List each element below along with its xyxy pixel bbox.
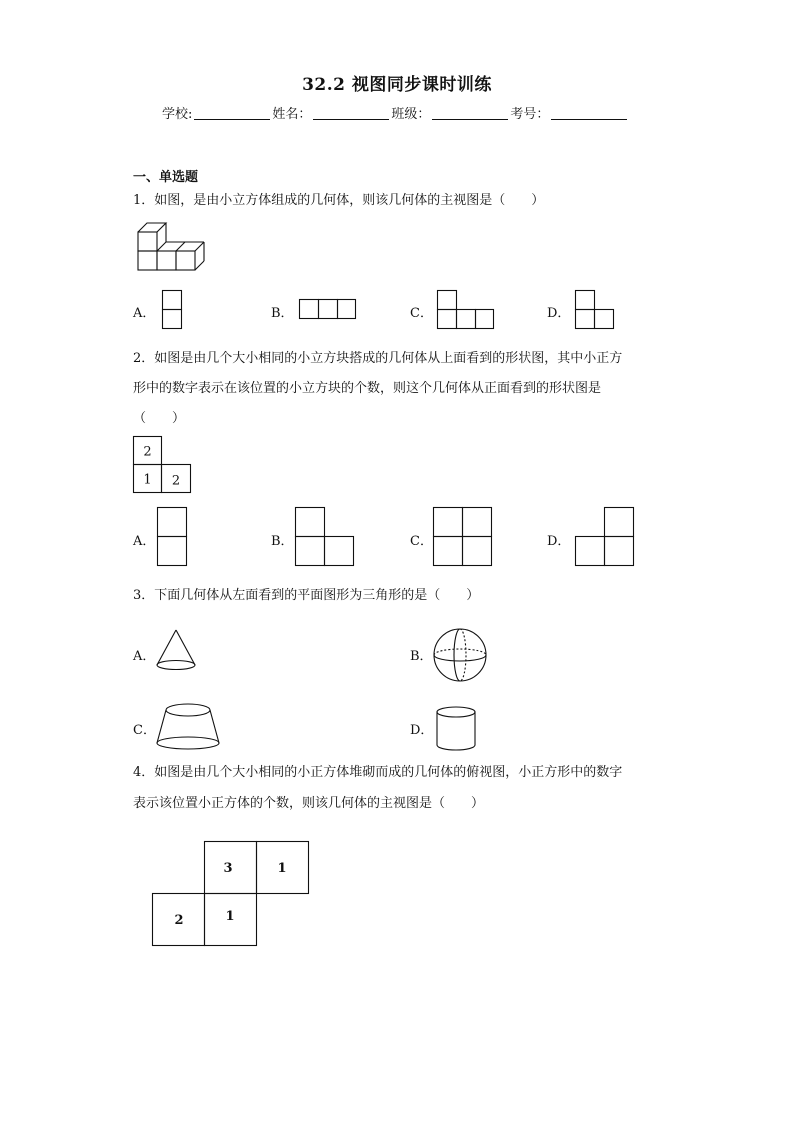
student-info-line bbox=[162, 103, 629, 122]
q1-option-c-label[interactable]: C． bbox=[410, 306, 433, 321]
name-label: 姓名： bbox=[272, 107, 312, 122]
q2-option-c-label[interactable]: C． bbox=[410, 534, 433, 549]
school-label: 学校: bbox=[162, 107, 193, 122]
q1-option-c-figure[interactable] bbox=[437, 290, 495, 330]
question-2-top-view-grid bbox=[133, 436, 193, 496]
q2-option-a-figure[interactable] bbox=[157, 507, 188, 567]
page-title: 32.2 视图同步课时训练 bbox=[302, 75, 492, 95]
q2-option-d-figure[interactable] bbox=[575, 507, 636, 567]
q1-option-b-label[interactable]: B． bbox=[271, 306, 294, 321]
q2-option-d-label[interactable]: D． bbox=[547, 534, 571, 549]
q3-option-d-cylinder-figure[interactable] bbox=[436, 706, 478, 752]
q2-option-b-label[interactable]: B． bbox=[271, 534, 294, 549]
q3-option-c-label[interactable]: C． bbox=[133, 723, 156, 738]
class-blank[interactable] bbox=[432, 106, 508, 120]
q1-option-d-label[interactable]: D． bbox=[547, 306, 571, 321]
q3-option-a-label[interactable]: A． bbox=[133, 649, 156, 664]
q1-option-b-figure[interactable] bbox=[299, 299, 357, 320]
exam-no-label: 考号： bbox=[510, 107, 550, 122]
question-3-text: 3．下面几何体从左面看到的平面图形为三角形的是（ ） bbox=[133, 588, 480, 603]
question-1-figure bbox=[137, 222, 207, 274]
grid-number: 2 bbox=[143, 444, 152, 460]
question-4-text-line-2: 表示该位置小正方体的个数，则该几何体的主视图是（ ） bbox=[133, 796, 485, 811]
q2-option-c-figure[interactable] bbox=[433, 507, 494, 567]
question-2-text-line-2: 形中的数字表示在该位置的小立方块的个数，则这个几何体从正面看到的形状图是 bbox=[133, 381, 602, 396]
name-blank[interactable] bbox=[313, 106, 389, 120]
grid-number: 1 bbox=[225, 909, 235, 924]
section-heading: 一、单选题 bbox=[133, 170, 199, 185]
question-4-text-line-1: 4．如图是由几个大小相同的小正方体堆砌而成的几何体的俯视图，小正方形中的数字 bbox=[133, 765, 623, 780]
q3-option-d-label[interactable]: D． bbox=[410, 723, 434, 738]
grid-number: 2 bbox=[174, 913, 184, 928]
grid-number: 1 bbox=[143, 472, 152, 488]
grid-number: 3 bbox=[223, 861, 233, 876]
question-1-text: 1．如图，是由小立方体组成的几何体，则该几何体的主视图是（ ） bbox=[133, 193, 545, 208]
q2-option-b-figure[interactable] bbox=[295, 507, 356, 567]
question-2-text-line-1: 2．如图是由几个大小相同的小立方块搭成的几何体从上面看到的形状图，其中小正方 bbox=[133, 351, 623, 366]
class-label: 班级： bbox=[391, 107, 431, 122]
q3-option-b-label[interactable]: B． bbox=[410, 649, 433, 664]
q3-option-b-sphere-figure[interactable] bbox=[433, 628, 489, 684]
q2-option-a-label[interactable]: A． bbox=[133, 534, 156, 549]
school-blank[interactable] bbox=[194, 106, 270, 120]
question-4-top-view-grid bbox=[152, 841, 310, 947]
q1-option-a-figure[interactable] bbox=[162, 290, 182, 330]
q1-option-d-figure[interactable] bbox=[575, 290, 615, 330]
q3-option-a-cone-figure[interactable] bbox=[155, 629, 199, 675]
exam-no-blank[interactable] bbox=[551, 106, 627, 120]
question-2-text-line-3: （ ） bbox=[133, 411, 186, 426]
grid-number: 2 bbox=[171, 473, 181, 489]
q3-option-c-frustum-figure[interactable] bbox=[155, 703, 223, 753]
q1-option-a-label[interactable]: A． bbox=[133, 306, 156, 321]
grid-number: 1 bbox=[277, 861, 287, 876]
